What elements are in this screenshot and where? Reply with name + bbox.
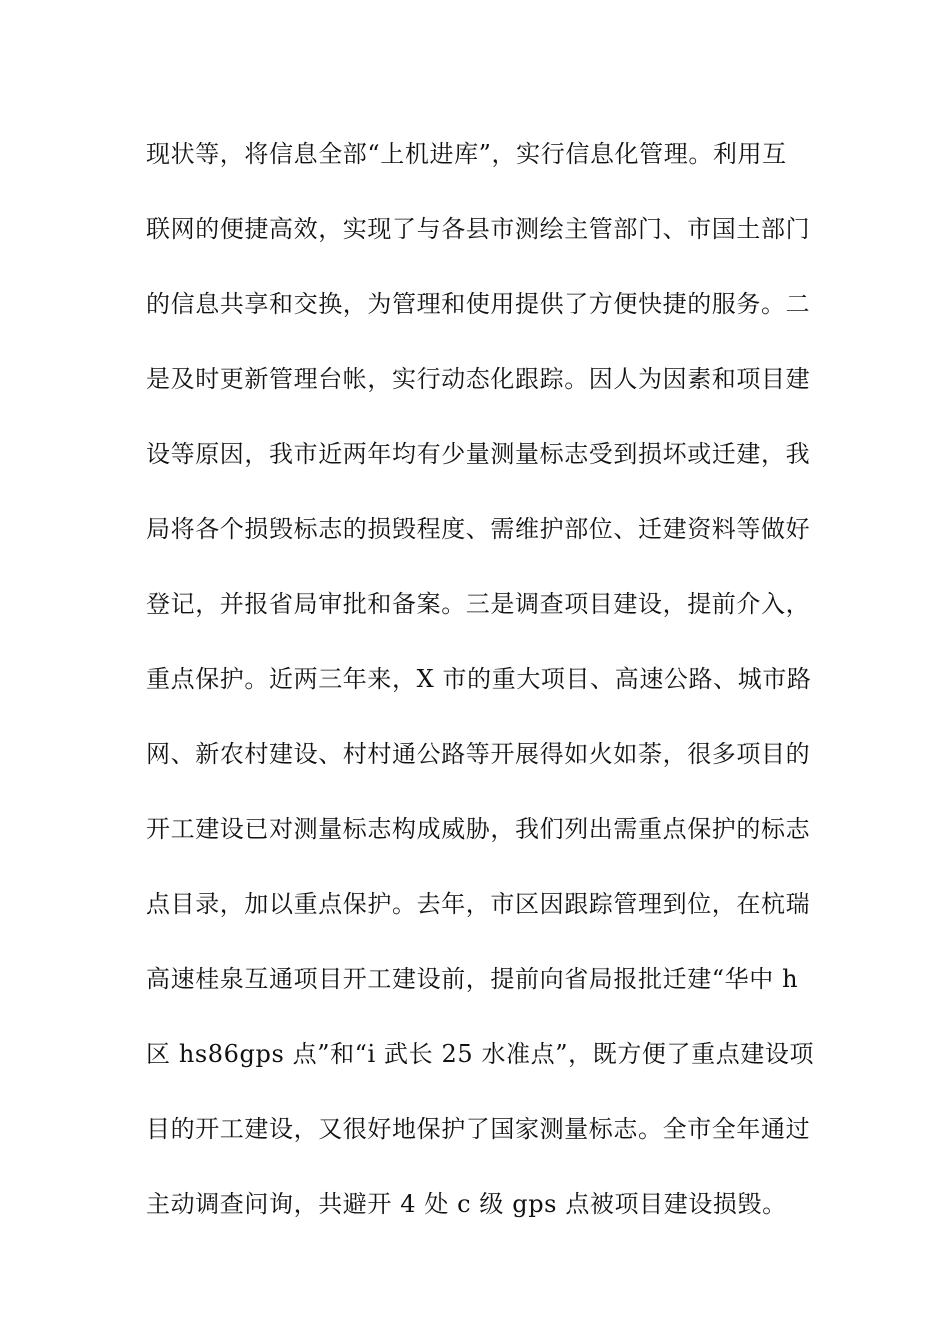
text-line: 是及时更新管理台帐，实行动态化跟踪。因人为因素和项目建 [146,365,811,393]
text-line: 点目录，加以重点保护。去年，市区因跟踪管理到位，在杭瑞 [146,890,811,918]
text-line: 区 hs86gps 点”和“i 武长 25 水准点”，既方便了重点建设项 [146,1040,815,1068]
text-line: 网、新农村建设、村村通公路等开展得如火如荼，很多项目的 [146,740,811,768]
text-line: 设等原因，我市近两年均有少量测量标志受到损坏或迁建，我 [146,440,811,468]
text-line: 现状等，将信息全部“上机进库”，实行信息化管理。利用互 [146,140,787,168]
text-line: 局将各个损毁标志的损毁程度、需维护部位、迁建资料等做好 [146,515,811,543]
body-paragraph [146,134,815,1259]
text-line: 联网的便捷高效，实现了与各县市测绘主管部门、市国土部门 [146,215,811,243]
text-line: 开工建设已对测量标志构成威胁，我们列出需重点保护的标志 [146,815,811,843]
text-line: 的信息共享和交换，为管理和使用提供了方便快捷的服务。二 [146,290,811,318]
text-line: 目的开工建设，又很好地保护了国家测量标志。全市全年通过 [146,1115,811,1143]
text-line: 重点保护。近两三年来，X 市的重大项目、高速公路、城市路 [146,665,812,693]
text-line: 高速桂泉互通项目开工建设前，提前向省局报批迁建“华中 h [146,965,799,993]
text-line: 登记，并报省局审批和备案。三是调查项目建设，提前介入， [146,590,811,618]
text-line: 主动调查问询，共避开 4 处 c 级 gps 点被项目建设损毁。 [146,1190,787,1218]
